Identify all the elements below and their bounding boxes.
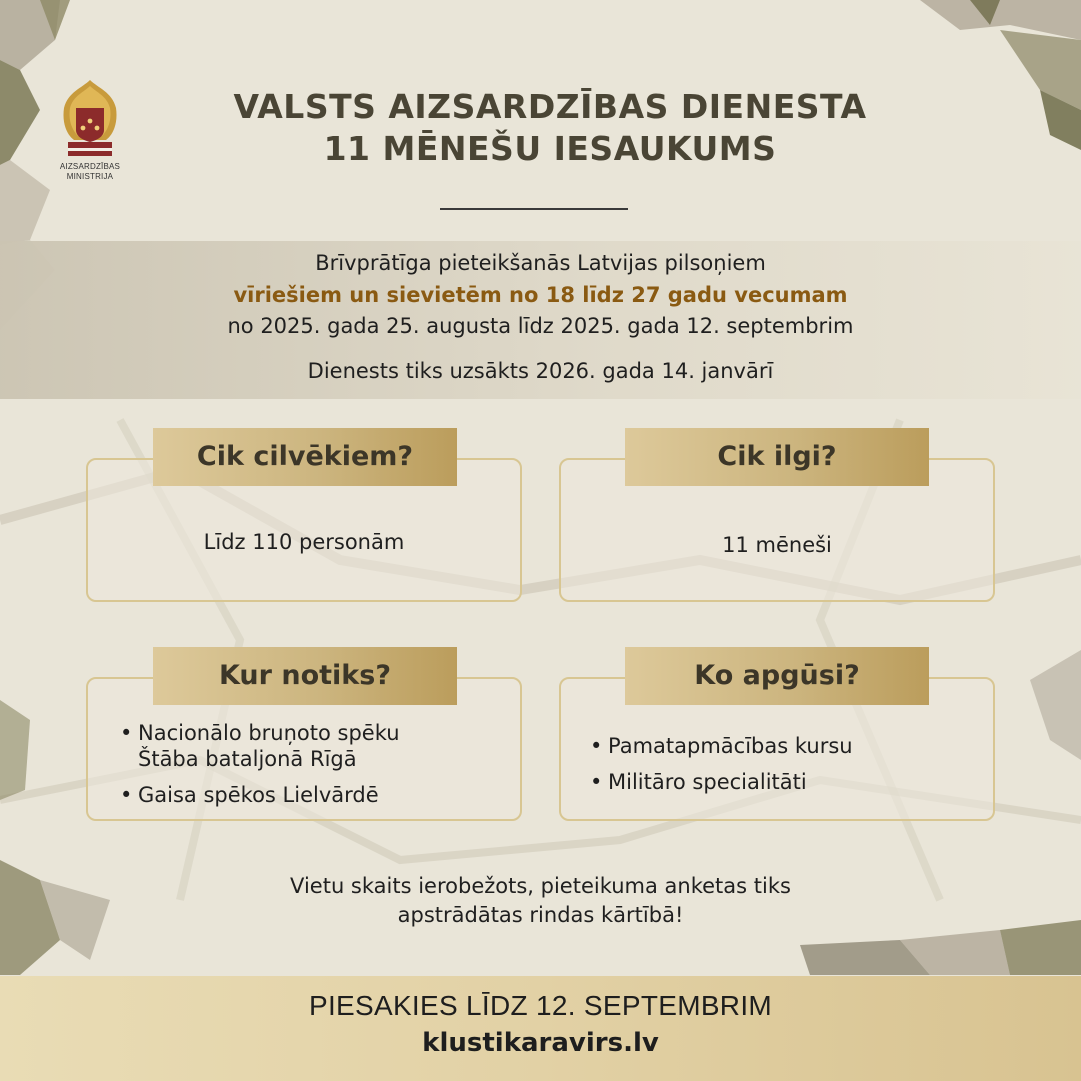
card-duration-title: Cik ilgi? [625,428,929,486]
intro-line-4: Dienests tiks uzsākts 2026. gada 14. janvārī [307,359,774,383]
card-learn-title: Ko apgūsi? [625,647,929,705]
card-people-text: Līdz 110 personām [203,530,405,554]
title-divider [440,208,628,210]
page-title [160,86,940,170]
ministry-emblem-icon [60,78,120,160]
intro-line-3: no 2025. gada 25. augusta līdz 2025. gada 12. septembrim [227,314,854,338]
location-item-1: • Nacionālo bruņoto spēku Štāba bataljonā Rīgā [118,720,400,772]
title-line-1: VALSTS AIZSARDZĪBAS DIENESTA [233,87,867,126]
location-item-2: • Gaisa spēkos Lielvārdē [118,782,400,808]
learn-item-1: • Pamatapmācības kursu [588,733,853,759]
availability-note: Vietu skaits ierobežots, pieteikuma anketas tiks apstrādātas rindas kārtībā! [290,874,791,927]
title-line-2: 11 MĒNEŠU IESAUKUMS [323,129,777,168]
apply-deadline: PIESAKIES LĪDZ 12. SEPTEMBRIM [308,990,773,1021]
website-link[interactable]: klustikaravirs.lv [422,1028,659,1058]
learn-item-2: • Militāro specialitāti [588,769,853,795]
card-location-list [118,720,400,818]
ministry-logo [55,78,125,182]
card-people-title: Cik cilvēkiem? [153,428,457,486]
card-duration-text: 11 mēneši [722,533,832,557]
intro-line-2: vīriešiem un sievietēm no 18 līdz 27 gadu vecumam [233,283,848,307]
intro-line-1: Brīvprātīga pieteikšanās Latvijas pilsoņiem [315,251,766,275]
card-location-title: Kur notiks? [153,647,457,705]
ministry-name: AIZSARDZĪBAS MINISTRIJA [59,162,121,181]
card-learn-list [588,733,853,805]
